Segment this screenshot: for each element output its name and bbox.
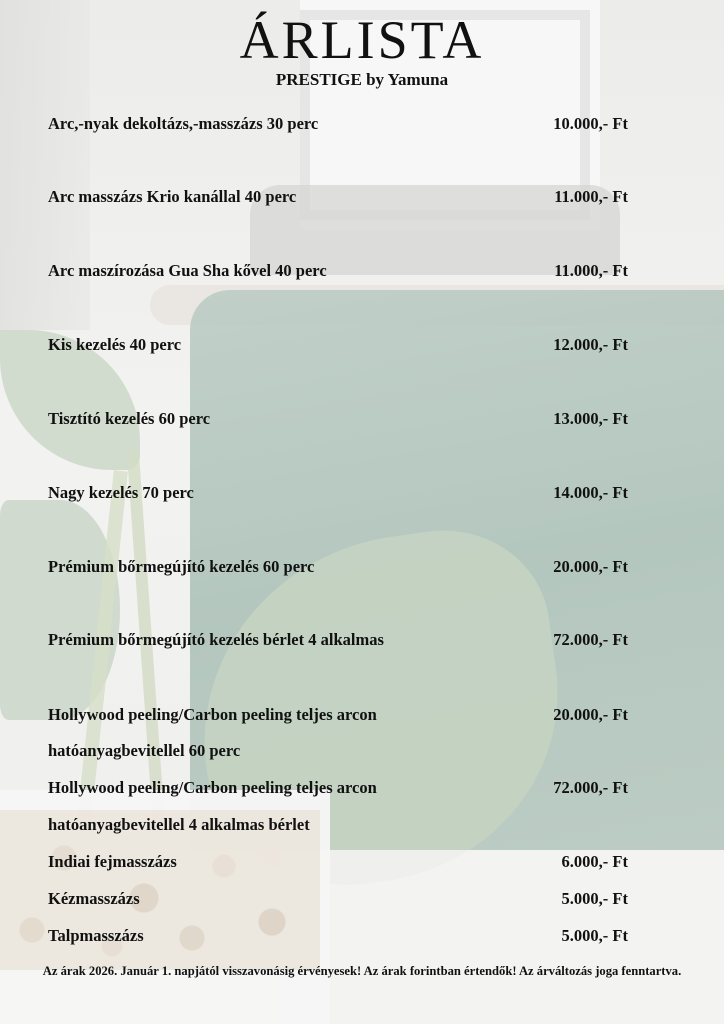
service-price: 12.000,- Ft [553, 335, 628, 354]
service-name: Nagy kezelés 70 perc [48, 483, 194, 502]
service-price: 20.000,- Ft [553, 557, 628, 576]
service-price: 14.000,- Ft [553, 483, 628, 502]
service-price: 6.000,- Ft [561, 852, 628, 871]
service-price: 11.000,- Ft [554, 261, 628, 280]
footer-note: Az árak 2026. Január 1. napjától visszavonásig érvényesek! Az árak forintban értendők! Az árváltozás joga fenntartva. [42, 964, 682, 978]
service-price: 11.000,- Ft [554, 187, 628, 206]
service-name: Indiai fejmasszázs [48, 852, 177, 871]
page-title: ÁRLISTA [239, 10, 485, 70]
service-name: Prémium bőrmegújító kezelés bérlet 4 alkalmas [48, 630, 384, 649]
service-name: Arc masszázs Krio kanállal 40 perc [48, 187, 297, 206]
service-name: Arc,-nyak dekoltázs,-masszázs 30 perc [48, 114, 319, 133]
service-name: Hollywood peeling/Carbon peeling teljes arcon [48, 705, 377, 724]
service-name-line2: hatóanyagbevitellel 60 perc [48, 741, 241, 760]
service-price: 5.000,- Ft [561, 926, 628, 945]
service-price: 72.000,- Ft [553, 778, 628, 797]
service-price: 10.000,- Ft [553, 114, 628, 133]
service-price: 13.000,- Ft [553, 409, 628, 428]
service-name: Prémium bőrmegújító kezelés 60 perc [48, 557, 315, 576]
service-name: Hollywood peeling/Carbon peeling teljes arcon [48, 778, 377, 797]
service-name-line2: hatóanyagbevitellel 4 alkalmas bérlet [48, 815, 310, 834]
service-name: Talpmasszázs [48, 926, 144, 945]
service-price: 5.000,- Ft [561, 889, 628, 908]
service-price: 20.000,- Ft [553, 705, 628, 724]
service-name: Kézmasszázs [48, 889, 140, 908]
service-name: Tisztító kezelés 60 perc [48, 409, 211, 428]
service-price: 72.000,- Ft [553, 630, 628, 649]
service-name: Arc maszírozása Gua Sha kővel 40 perc [48, 261, 327, 280]
service-name: Kis kezelés 40 perc [48, 335, 182, 354]
page-subtitle: PRESTIGE by Yamuna [275, 70, 449, 89]
